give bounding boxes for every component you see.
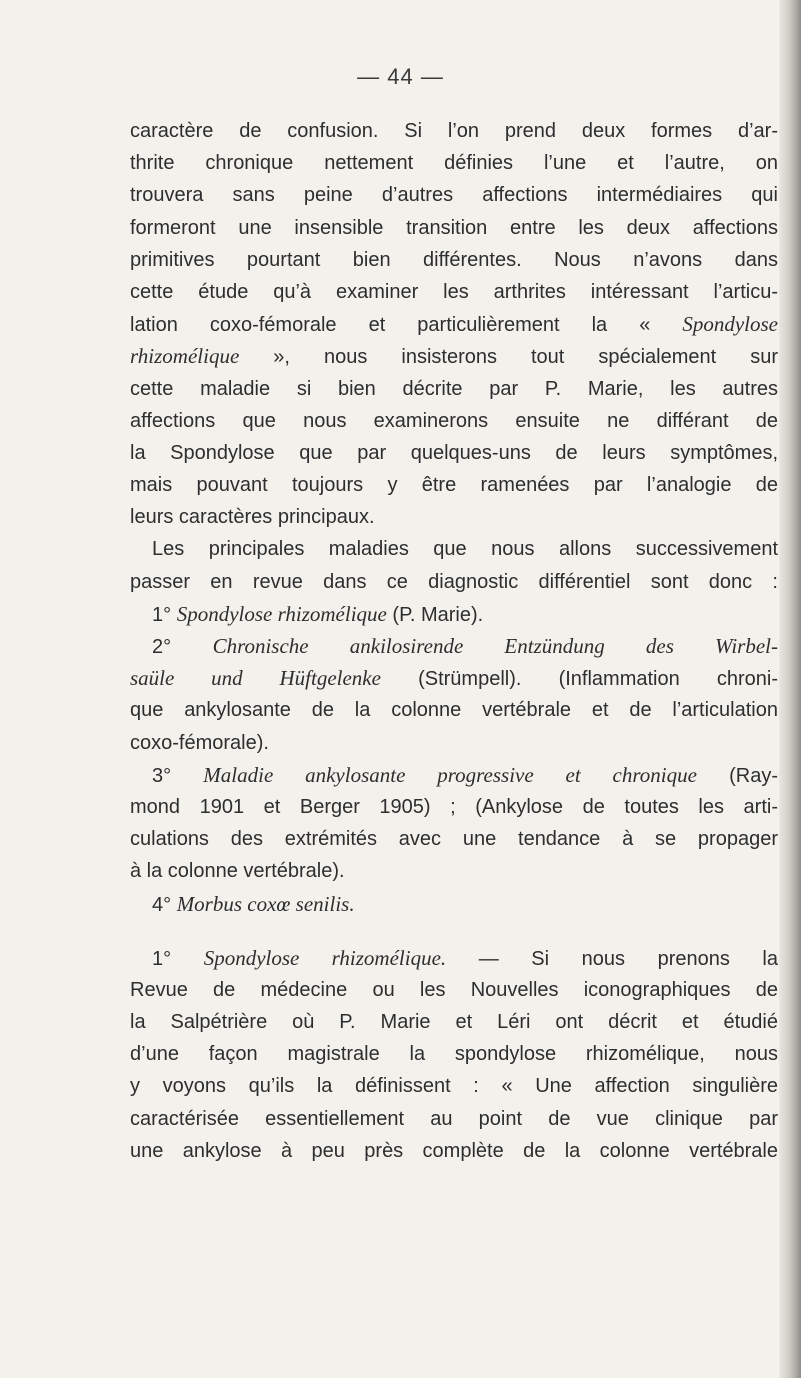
text-line: coxo-fémorale). bbox=[130, 731, 269, 754]
text-line: que ankylosante de la colonne vertébrale et de l’articulation bbox=[130, 699, 778, 722]
text-line: thrite chronique nettement définies l’une et l’autre, on bbox=[130, 152, 778, 175]
section-heading-line: 1° Spondylose rhizomélique. — Si nous prenons la bbox=[152, 945, 779, 970]
italic-term: Spondylose rhizomélique. bbox=[203, 945, 447, 970]
text-line: cette maladie si bien décrite par P. Marie, les autres bbox=[130, 377, 778, 400]
text-line: cette étude qu’à examiner les arthrites intéressant l’articu- bbox=[130, 280, 778, 303]
text-line: la Salpétrière où P. Marie et Léri ont décrit et étudié bbox=[130, 1011, 778, 1034]
italic-term: Spondylose bbox=[682, 312, 778, 337]
text-line: trouvera sans peine d’autres affections intermédiaires qui bbox=[130, 184, 778, 207]
text-line: la Spondylose que par quelques-uns de leurs symptômes, bbox=[130, 441, 778, 464]
text-line: primitives pourtant bien différentes. Nous n’avons dans bbox=[130, 248, 778, 271]
list-item: 2° Chronische ankilosirende Entzündung des Wirbel- bbox=[152, 634, 778, 658]
text-line: affections que nous examinerons ensuite ne différant de bbox=[130, 409, 778, 432]
text-line: culations des extrémités avec une tendance à se propager bbox=[130, 828, 778, 851]
text-line: lation coxo-fémorale et particulièrement la « Spondylose bbox=[130, 312, 778, 337]
text-line: y voyons qu’ils la définissent : « Une affection singulière bbox=[130, 1075, 778, 1098]
page-number: — 44 — bbox=[357, 64, 444, 89]
body-text bbox=[130, 115, 778, 1167]
text-line: mais pouvant toujours y être ramenées par l’analogie de bbox=[130, 474, 778, 497]
italic-term: rhizomélique bbox=[130, 344, 240, 369]
text-line: caractérisée essentiellement au point de vue clinique par bbox=[130, 1107, 778, 1130]
text-line: une ankylose à peu près complète de la colonne vertébrale bbox=[130, 1139, 778, 1162]
text-line: à la colonne vertébrale). bbox=[130, 860, 345, 883]
italic-term: Morbus coxœ senilis. bbox=[176, 891, 355, 916]
italic-term: saüle und Hüftgelenke bbox=[130, 666, 381, 691]
text-line: saüle und Hüftgelenke (Strümpell). (Inflammation chroni- bbox=[130, 666, 779, 691]
italic-term: Maladie ankylosante progressive et chronique bbox=[203, 762, 697, 787]
list-item: 3° Maladie ankylosante progressive et chronique (Ray- bbox=[152, 762, 778, 787]
italic-term: Chronische ankilosirende Entzündung des Wirbel- bbox=[212, 634, 778, 658]
text-line: formeront une insensible transition entre les deux affections bbox=[130, 216, 778, 239]
text-line: Revue de médecine ou les Nouvelles iconographiques de bbox=[130, 978, 778, 1001]
text-line: leurs caractères principaux. bbox=[130, 506, 375, 529]
text-line: rhizomélique », nous insisterons tout spécialement sur bbox=[130, 344, 778, 369]
text-line: d’une façon magistrale la spondylose rhizomélique, nous bbox=[130, 1043, 778, 1066]
section-gap bbox=[130, 920, 778, 942]
text-line: caractère de confusion. Si l’on prend deux formes d’ar- bbox=[130, 120, 778, 142]
text-line: mond 1901 et Berger 1905) ; (Ankylose de toutes les arti- bbox=[130, 795, 778, 818]
list-item: 1° Spondylose rhizomélique (P. Marie). bbox=[152, 601, 484, 626]
text-line: passer en revue dans ce diagnostic différentiel sont donc : bbox=[130, 570, 778, 593]
page-edge-shadow bbox=[779, 0, 801, 1378]
text-line: Les principales maladies que nous allons successivement bbox=[152, 538, 778, 561]
list-item: 4° Morbus coxœ senilis. bbox=[152, 891, 355, 916]
italic-term: Spondylose rhizomélique bbox=[176, 601, 387, 626]
